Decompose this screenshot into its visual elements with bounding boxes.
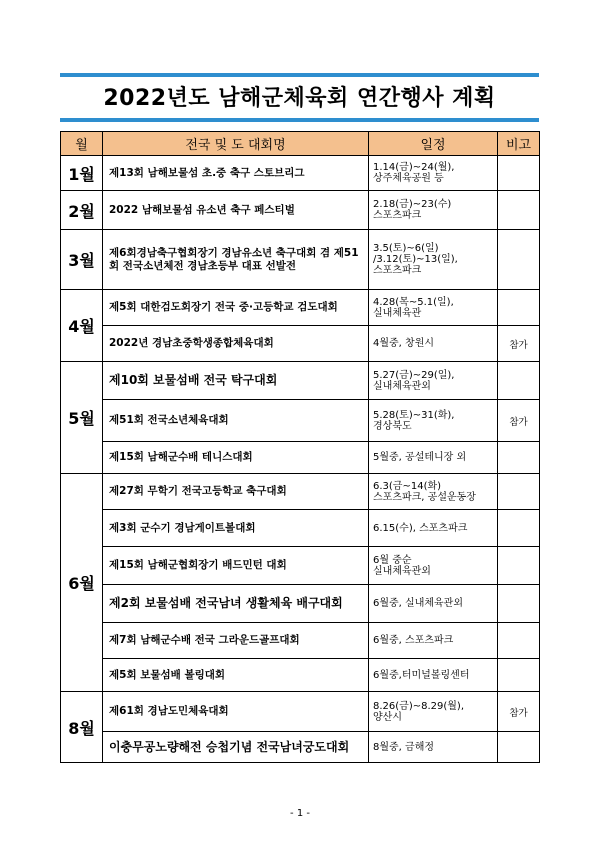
schedule-line: 상주체육공원 등 bbox=[373, 173, 444, 184]
schedule-line: 2.18(금)~23(수) bbox=[373, 199, 452, 210]
note-cell bbox=[498, 547, 540, 585]
schedule-line: 5.28(토)~31(화), bbox=[373, 409, 455, 421]
schedule-cell bbox=[369, 547, 498, 585]
schedule-line: 실내체육관외 bbox=[373, 565, 431, 577]
table-row bbox=[61, 191, 540, 230]
schedule-cell bbox=[369, 156, 498, 191]
note-cell bbox=[498, 510, 540, 547]
note-cell bbox=[498, 191, 540, 230]
schedule-cell bbox=[369, 442, 498, 474]
table-row bbox=[61, 362, 540, 400]
event-cell: 제61회 경남도민체육대회 bbox=[103, 692, 369, 732]
table-row bbox=[61, 230, 540, 290]
schedule-line: 4월중, 창원시 bbox=[373, 338, 435, 349]
event-cell: 제13회 남해보물섬 초.중 축구 스토브리그 bbox=[103, 156, 369, 191]
schedule-line: 실내체육관외 bbox=[373, 380, 431, 392]
schedule-line: 실내체육관 bbox=[373, 307, 422, 319]
page-title: 2022년도 남해군체육회 연간행사 계획 bbox=[103, 86, 496, 111]
month-cell: 6월 bbox=[61, 474, 103, 692]
schedule-line: 5.27(금)~29(일), bbox=[373, 369, 455, 381]
table-row bbox=[61, 400, 540, 442]
header-schedule: 일정 bbox=[369, 132, 498, 156]
schedule-line: /3.12(토)~13(일), bbox=[373, 254, 458, 265]
table-row bbox=[61, 585, 540, 623]
event-cell: 제5회 대한검도회장기 전국 중·고등학교 검도대회 bbox=[103, 290, 369, 326]
schedule-line: 스포츠파크 bbox=[373, 210, 422, 221]
schedule-line: 경상북도 bbox=[373, 420, 412, 432]
note-cell bbox=[498, 156, 540, 191]
table-row bbox=[61, 326, 540, 362]
schedule-cell bbox=[369, 692, 498, 732]
month-cell: 4월 bbox=[61, 290, 103, 362]
schedule-cell bbox=[369, 191, 498, 230]
schedule-cell bbox=[369, 362, 498, 400]
event-cell: 제5회 보물섬배 볼링대회 bbox=[103, 659, 369, 692]
schedule-line: 6월중,터미널볼링센터 bbox=[373, 669, 470, 681]
schedule-cell bbox=[369, 326, 498, 362]
schedule-cell bbox=[369, 474, 498, 510]
schedule-line: 스포츠파크 bbox=[373, 265, 422, 276]
event-cell: 제3회 군수기 경남게이트볼대회 bbox=[103, 510, 369, 547]
event-cell: 제7회 남해군수배 전국 그라운드골프대회 bbox=[103, 623, 369, 659]
note-cell bbox=[498, 585, 540, 623]
note-cell bbox=[498, 732, 540, 763]
schedule-cell bbox=[369, 623, 498, 659]
schedule-line: 5월중, 공설테니장 외 bbox=[373, 452, 467, 463]
note-cell bbox=[498, 290, 540, 326]
month-cell: 2월 bbox=[61, 191, 103, 230]
schedule-line: 6월 중순 bbox=[373, 554, 412, 566]
schedule-cell bbox=[369, 400, 498, 442]
month-cell: 8월 bbox=[61, 692, 103, 763]
header-month: 월 bbox=[61, 132, 103, 156]
table-row bbox=[61, 692, 540, 732]
schedule-cell bbox=[369, 290, 498, 326]
note-cell bbox=[498, 442, 540, 474]
table-row bbox=[61, 547, 540, 585]
header-event: 전국 및 도 대회명 bbox=[103, 132, 369, 156]
schedule-line: 6.15(수), 스포츠파크 bbox=[373, 522, 468, 534]
title-bottom-bar bbox=[60, 118, 539, 122]
schedule-line: 6.3(금~14(화) bbox=[373, 480, 442, 492]
table-row bbox=[61, 732, 540, 763]
event-cell: 제10회 보물섬배 전국 탁구대회 bbox=[103, 362, 369, 400]
note-cell bbox=[498, 623, 540, 659]
table-row bbox=[61, 659, 540, 692]
schedule-line: 양산시 bbox=[373, 711, 402, 723]
schedule-line: 4.28(목~5.1(일), bbox=[373, 296, 454, 308]
schedule-line: 8월중, 금해정 bbox=[373, 741, 435, 753]
schedule-line: 6월중, 실내체육관외 bbox=[373, 598, 463, 609]
note-cell bbox=[498, 230, 540, 290]
note-cell: 참가 bbox=[498, 692, 540, 732]
event-cell: 제51회 전국소년체육대회 bbox=[103, 400, 369, 442]
note-cell bbox=[498, 659, 540, 692]
note-cell bbox=[498, 362, 540, 400]
month-cell: 5월 bbox=[61, 362, 103, 474]
note-cell: 참가 bbox=[498, 326, 540, 362]
schedule-cell bbox=[369, 732, 498, 763]
schedule-line: 8.26(금)~8.29(월), bbox=[373, 700, 465, 712]
event-cell: 제27회 무학기 전국고등학교 축구대회 bbox=[103, 474, 369, 510]
table-row bbox=[61, 510, 540, 547]
table-header-row bbox=[61, 132, 540, 156]
month-cell: 3월 bbox=[61, 230, 103, 290]
event-cell: 2022 남해보물섬 유소년 축구 페스티벌 bbox=[103, 191, 369, 230]
month-cell: 1월 bbox=[61, 156, 103, 191]
table-row bbox=[61, 156, 540, 191]
event-cell: 이충무공노량해전 승첩기념 전국남녀궁도대회 bbox=[103, 732, 369, 763]
schedule-cell bbox=[369, 230, 498, 290]
schedule-line: 6월중, 스포츠파크 bbox=[373, 635, 454, 646]
event-cell: 제2회 보물섬배 전국남녀 생활체육 배구대회 bbox=[103, 585, 369, 623]
schedule-line: 3.5(토)~6(일) bbox=[373, 243, 439, 254]
table-row bbox=[61, 290, 540, 326]
event-cell: 제6회경남축구협회장기 경남유소년 축구대회 겸 제51회 전국소년체전 경남초등부 대표 선발전 bbox=[103, 230, 369, 290]
schedule-line: 스포츠파크, 공설운동장 bbox=[373, 491, 476, 503]
note-cell bbox=[498, 474, 540, 510]
schedule-cell bbox=[369, 659, 498, 692]
page-number: - 1 - bbox=[290, 808, 310, 819]
event-cell: 제15회 남해군수배 테니스대회 bbox=[103, 442, 369, 474]
note-cell: 참가 bbox=[498, 400, 540, 442]
event-schedule-table bbox=[60, 131, 540, 763]
table-row bbox=[61, 442, 540, 474]
event-cell: 2022년 경남초중학생종합체육대회 bbox=[103, 326, 369, 362]
table-row bbox=[61, 474, 540, 510]
header-note: 비고 bbox=[498, 132, 540, 156]
event-cell: 제15회 남해군협회장기 배드민턴 대회 bbox=[103, 547, 369, 585]
title-top-bar bbox=[60, 73, 539, 77]
schedule-line: 1.14(금)~24(월), bbox=[373, 162, 455, 173]
table-row bbox=[61, 623, 540, 659]
schedule-cell bbox=[369, 510, 498, 547]
schedule-cell bbox=[369, 585, 498, 623]
